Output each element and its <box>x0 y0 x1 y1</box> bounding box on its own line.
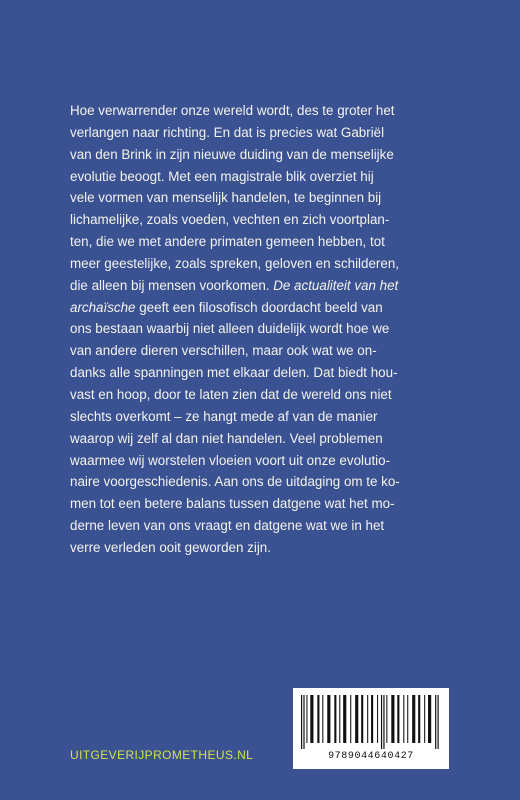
barcode-bar <box>377 695 378 743</box>
barcode-bar <box>355 695 358 743</box>
blurb-line: evolutie beoogt. Met een magistrale blik overziet hij <box>70 168 374 184</box>
isbn-number: 9789044640427 <box>328 751 414 762</box>
blurb-line: vast en hoop, door te laten zien dat de wereld ons niet <box>70 386 392 402</box>
barcode-bar <box>383 695 384 749</box>
barcode-bar <box>367 695 368 743</box>
blurb-line: waarmee wij worstelen vloeien voort uit onze evolutio- <box>70 452 391 468</box>
book-title-italic: De actualiteit van het <box>273 277 399 293</box>
blurb-line: danks alle spanningen met elkaar delen. Dat biedt hou- <box>70 365 398 381</box>
barcode-bar <box>435 695 436 749</box>
barcode-bar <box>310 695 313 743</box>
barcode-bars <box>299 695 443 749</box>
barcode-bar <box>317 695 319 743</box>
blurb-line: ons bestaan waarbij niet alleen duidelijk wordt hoe we <box>70 321 390 337</box>
blurb-line: derne leven van ons vraagt en datgene wat we in het <box>70 518 385 534</box>
barcode-bar <box>301 695 302 749</box>
barcode-bar <box>386 695 387 743</box>
blurb-line: ten, die we met andere primaten gemeen hebben, tot <box>70 234 385 250</box>
barcode-bar <box>397 695 399 743</box>
barcode-bar <box>306 695 307 743</box>
blurb-line: archaïsche geeft een filosofisch doordacht beeld van <box>70 299 383 315</box>
blurb-line: verlangen naar richting. En dat is precies wat Gabriël <box>70 124 385 140</box>
barcode-bar <box>412 695 415 743</box>
blurb-line: verre verleden ooit geworden zijn. <box>70 539 271 555</box>
barcode-bar <box>428 695 431 743</box>
isbn-barcode <box>293 688 449 769</box>
barcode-bar <box>322 695 323 743</box>
blurb-line: slechts overkomt – ze hangt mede af van de manier <box>70 408 378 424</box>
barcode-bar <box>403 695 404 743</box>
barcode-bar <box>339 695 340 743</box>
blurb-line: van andere dieren verschillen, maar ook wat we on- <box>70 343 377 359</box>
blurb-line: men tot een betere balans tussen datgene wat het mo- <box>70 496 395 512</box>
blurb-line: vele vormen van menselijk handelen, te beginnen bij <box>70 190 382 206</box>
barcode-bar <box>381 695 382 749</box>
barcode-bar <box>334 695 336 743</box>
blurb-line: naire voorgeschiedenis. Aan ons de uitdaging om te ko- <box>70 474 400 490</box>
book-title-italic: archaïsche <box>70 299 136 315</box>
blurb-line: meer geestelijke, zoals spreken, geloven en schilderen, <box>70 255 399 271</box>
publisher-url: UITGEVERIJPROMETHEUS.NL <box>70 748 254 762</box>
barcode-bar <box>418 695 420 743</box>
barcode-bar <box>391 695 394 743</box>
blurb-line: lichamelijke, zoals voeden, vechten en zich voortplan- <box>70 212 390 228</box>
blurb-line: van den Brink in zijn nieuwe duiding van de menselijke <box>70 146 394 162</box>
barcode-bar <box>350 695 351 743</box>
barcode-bar <box>371 695 373 743</box>
barcode-bar <box>407 695 408 743</box>
barcode-bar <box>327 695 330 743</box>
blurb-line: waarop wij zelf al dan niet handelen. Veel problemen <box>70 430 383 446</box>
barcode-bar <box>361 695 363 743</box>
barcode-bar <box>424 695 425 743</box>
blurb-line: die alleen bij mensen voorkomen. De actualiteit van het <box>70 277 399 293</box>
barcode-bar <box>343 695 346 743</box>
blurb-text <box>70 100 470 559</box>
blurb-line: Hoe verwarrender onze wereld wordt, des te groter het <box>70 103 395 118</box>
barcode-bar <box>438 695 439 749</box>
barcode-bar <box>303 695 304 749</box>
